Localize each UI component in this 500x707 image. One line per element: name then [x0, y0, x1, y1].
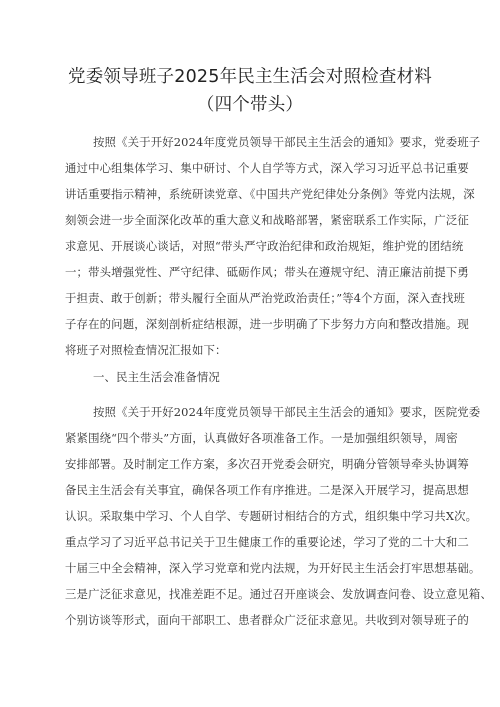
- paragraph-line: 三是广泛征求意见，找准差距不足。通过召开座谈会、发放调查问卷、设立意见箱、: [65, 587, 493, 601]
- paragraph-line: 十届三中全会精神，深入学习党章和党内法规，为开好民主生活会打牢思想基础。: [65, 561, 481, 575]
- paragraph-line: 按照《关于开好2024年度党员领导干部民主生活会的通知》要求，党委班子: [93, 135, 481, 149]
- document-title: 党委领导班子2025年民主生活会对照检查材料: [68, 67, 432, 87]
- paragraph-line: 于担责、敢于创新；带头履行全面从严治党政治责任；”等4个方面，深入查找班: [65, 291, 466, 305]
- paragraph-line: 重点学习了习近平总书记关于卫生健康工作的重要论述，学习了党的二十大和二: [65, 535, 469, 549]
- paragraph-line: 刻领会进一步全面深化改革的重大意义和战略部署，紧密联系工作实际，广泛征: [65, 213, 469, 227]
- paragraph-line: 认识。采取集中学习、个人自学、专题研讨相结合的方式，组织集中学习共X次。: [65, 509, 478, 523]
- paragraph-line: 将班子对照检查情况汇报如下：: [65, 343, 227, 357]
- paragraph-line: 一；带头增强党性、严守纪律、砥砺作风；带头在遵规守纪、清正廉洁前提下勇: [65, 265, 469, 279]
- document-subtitle: （四个带头）: [196, 95, 304, 115]
- paragraph-line: 通过中心组集体学习、集中研讨、个人自学等方式，深入学习习近平总书记重要: [65, 161, 469, 175]
- paragraph-line: 子存在的问题，深刻剖析症结根源，进一步明确了下步努力方向和整改措施。现: [65, 317, 469, 331]
- intro-paragraph: [65, 134, 481, 357]
- paragraph-line: 按照《关于开好2024年度党员领导干部民主生活会的通知》要求，医院党委: [93, 405, 481, 419]
- section-heading: [65, 369, 437, 385]
- paragraph-line: 紧紧围绕“四个带头”方面，认真做好各项准备工作。一是加强组织领导，周密: [65, 431, 458, 445]
- paragraph-line: 求意见、开展谈心谈话，对照“带头严守政治纪律和政治规矩，维护党的团结统: [65, 239, 464, 253]
- section-heading-text: 一、民主生活会准备情况: [93, 370, 220, 384]
- paragraph-line: 备民主生活会有关事宜，确保各项工作有序推进。二是深入开展学习，提高思想: [65, 483, 469, 497]
- paragraph-line: 个别访谈等形式，面向干部职工、患者群众广泛征求意见。共收到对领导班子的: [65, 613, 469, 627]
- paragraph-line: 安排部署。及时制定工作方案，多次召开党委会研究，明确分管领导牵头协调筹: [65, 457, 469, 471]
- paragraph-line: 讲话重要指示精神，系统研读党章、《中国共产党纪律处分条例》等党内法规，深: [65, 187, 475, 201]
- preparation-paragraph: [65, 404, 493, 634]
